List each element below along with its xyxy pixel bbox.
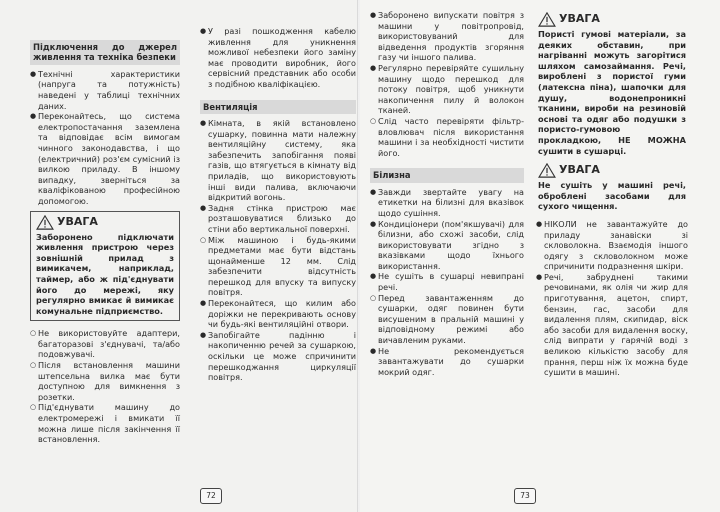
warning-title-text: УВАГА (57, 214, 98, 228)
list-item: ● Регулярно перевіряйте сушильну машину щодо перешкод для потоку повітря, щоб уникнути накопичення пилу й волокон тканей. (370, 63, 524, 116)
list-item: ● Задня стінка пристрою має розташовуватися близько до стіни або вертикальної поверхні. (200, 203, 356, 235)
warning-box (536, 12, 688, 156)
section-heading-power: Підключення до джерел живлення та техніка безпеки (30, 40, 180, 65)
list-item: ● НІКОЛИ не завантажуйте до приладу занавіски зі скловолокна. Взаємодія іншого одягу з скловолокном може спричинити подразнення шкіри. (536, 219, 688, 272)
warning-box (30, 211, 180, 322)
list-item: ● Кімната, в якій встановлено сушарку, повинна мати належну вентиляційну систему, яка забезпечить запобігання появі газів, що втягується в кімнату від приладів, що використовують інші види палива, включаючи відкритий вогонь. (200, 118, 356, 203)
warning-triangle-icon (538, 12, 556, 27)
section-heading-laundry: Білизна (370, 168, 524, 182)
list-item: ○ Під'єднувати машину до електромережі і вмикати її можна лише після закінчення її встановлення. (30, 402, 180, 444)
section-heading-ventilation: Вентиляція (200, 100, 356, 114)
list-item: ● Переконайтеся, що килим або доріжки не перекривають основу чи будь-які вентиляційні отвори. (200, 298, 356, 330)
list-item: ○ Не використовуйте адаптери, багаторазові з'єднувачі, та/або подовжувачі. (30, 328, 180, 360)
warning-text: Не сушіть у машині речі, оброблені засобами для сухого чищення. (538, 180, 686, 212)
warning-triangle-icon (36, 215, 54, 230)
list-item: ● Запобігайте падінню і накопиченню речей за сушаркою, оскільки це може спричинити перешкоджання циркуляції повітря. (200, 330, 356, 383)
list-item: ○ Слід часто перевіряти фільтр-вловлювач після використання машини і за необхідності чистити його. (370, 116, 524, 158)
list-item: ● Переконайтесь, що система електропостачання заземлена та відповідає всім вимогам чинного законодавства, і що (електричний) роз'єм сумісний із вилкою приладу. В іншому випадку, зверніться за кваліфікованою професійною допомогою. (30, 111, 180, 206)
list-item: ○ Перед завантаженням до сушарки, одяг повинен бути висушеним в пральній машині у відповідному режимі або вичавленим руками. (370, 293, 524, 346)
list-item: ○ Після встановлення машини штепсельна вилка має бути доступною для вимкнення з розетки. (30, 360, 180, 402)
list-item: ● У разі пошкодження кабелю живлення для уникнення можливої небезпеки його заміну має проводити виробник, його сервісний представник або особи з подібною кваліфікацією. (200, 26, 356, 90)
list-item: ● Завжди звертайте увагу на етикетки на білизні для вказівок щодо сушіння. (370, 187, 524, 219)
warning-box (536, 163, 688, 212)
right-page (360, 0, 720, 512)
warning-title (538, 12, 686, 27)
left-column-2 (200, 26, 356, 383)
list-item: ● Кондиціонери (пом'якшувачі) для білизни, або схожі засоби, слід використовувати згідно з вказівками щодо їхнього використання. (370, 219, 524, 272)
list-item: ● Не рекомендується завантажувати до сушарки мокрий одяг. (370, 346, 524, 378)
warning-triangle-icon (538, 163, 556, 178)
warning-text: Заборонено підключати живлення пристрою через зовнішній прилад з вимикачем, наприклад, таймер, або ж під'єднувати його до мережі, яку регулярно вмикає й вимикає комунальне підприємство. (36, 231, 174, 316)
list-item: ● Не сушіть в сушарці невипрані речі. (370, 271, 524, 292)
warning-text: Пористі гумові матеріали, за деяких обставин, при нагріванні можуть загорітися шляхом самозаймання. Речі, вироблені з пористої гуми (латексна піна), шапочки для душу, водонепроникні тканини, вироби на резиновій основі та одяг або подушки з пористо-гумовою прокладкою, НЕ МОЖНА сушити в сушарці. (538, 29, 686, 156)
page-number-right: 73 (514, 488, 536, 504)
page-number-left: 72 (200, 488, 222, 504)
left-column-1 (30, 40, 180, 445)
right-column-2 (536, 12, 688, 378)
warning-title-text: УВАГА (559, 12, 600, 26)
warning-title-text: УВАГА (559, 163, 600, 177)
warning-title (36, 215, 174, 230)
list-item: ● Речі, забруднені такими речовинами, як олія чи жир для приготування, ацетон, спирт, бензин, гас, засоби для видалення плям, скипидар, віск або засоби для видалення воску, слід випрати у гарячій воді з великою кількістю засобу для прання, перш ніж їх можна буде сушити в машині. (536, 272, 688, 378)
list-item: ○ Між машиною і будь-якими предметами має бути відстань щонайменше 12 мм. Слід забезпечити відсутність перешкод для впуску та випуску повітря. (200, 235, 356, 299)
left-page (0, 0, 358, 512)
right-column-1 (370, 10, 524, 377)
list-item: ● Заборонено випускати повітря з машини у повітропровід, використовуваний для відведення продуктів згоряння газу чи іншого палива. (370, 10, 524, 63)
list-item: ● Технічні характеристики (напруга та потужність) наведені у таблиці технічних даних. (30, 69, 180, 111)
warning-title (538, 163, 686, 178)
